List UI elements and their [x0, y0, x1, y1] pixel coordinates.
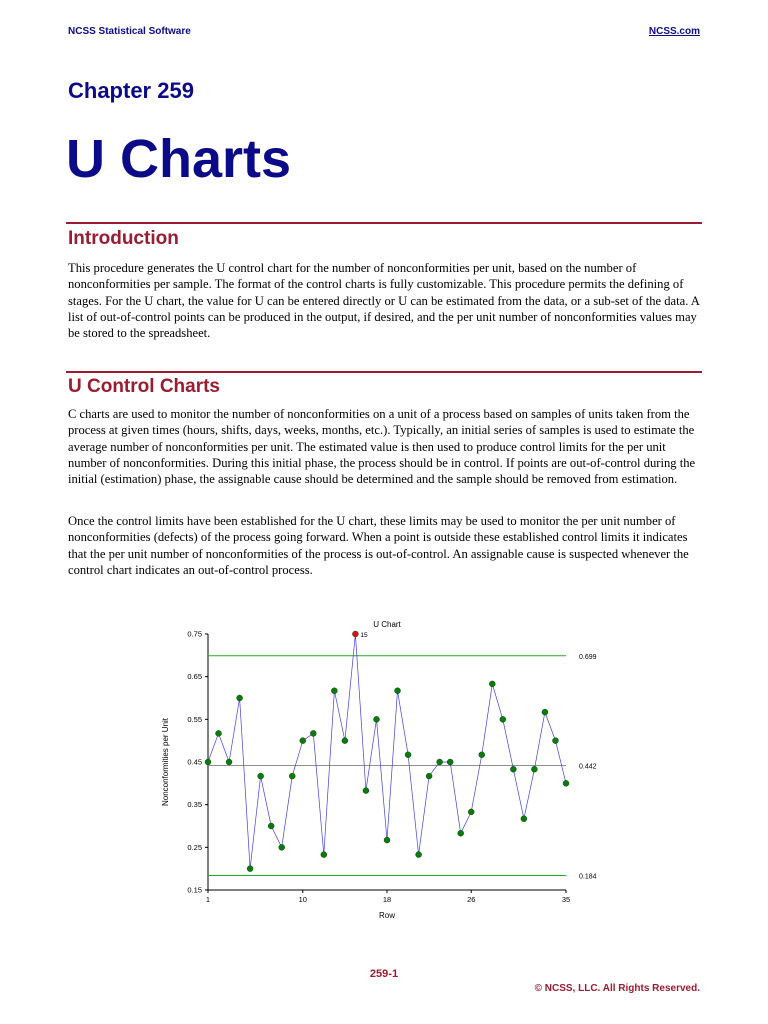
x-axis-label: Row [378, 911, 396, 920]
section-heading-u-control-charts: U Control Charts [68, 376, 220, 397]
data-point [531, 766, 537, 772]
chart-title: U Chart [373, 620, 401, 629]
data-point [310, 730, 316, 736]
x-tick-label: 1 [205, 895, 211, 904]
page-title: U Charts [66, 129, 292, 189]
data-point [205, 759, 211, 765]
y-tick-label: 0.15 [187, 885, 202, 895]
data-point [268, 823, 274, 829]
u-control-paragraph-1: C charts are used to monitor the number of nonconformities on a unit of a process based on samples of units taken from the process at given times (hours, shifts, days, weeks, months, etc.). Typically, an initial series of samples is used to estimate the average number of nonconformities per unit. The estimated value is then used to produce control limits for the per unit number of nonconformities. During this initial phase, the process should be in control. If points are out-of-control during the initial (estimation) phase, the assignable cause should be determined and the sample should be removed from estimation. [68, 407, 696, 487]
data-point [395, 688, 401, 694]
data-point [500, 716, 506, 722]
ucl-label: 0.699 [579, 653, 597, 661]
data-point [479, 752, 485, 758]
data-point [563, 780, 569, 786]
u-control-paragraph-2: Once the control limits have been established for the U chart, these limits may be used to monitor the per unit number of nonconformities (defects) of the process going forward. When a point is outside these established control limits it indicates that the per unit number of nonconformities of the process is out-of-control. An assignable cause is suspected whenever the control chart indicates an out-of-control process. [68, 514, 689, 577]
data-point [363, 788, 369, 794]
x-tick-label: 35 [561, 895, 571, 904]
data-point [258, 773, 264, 779]
data-point [342, 738, 348, 744]
data-point [289, 773, 295, 779]
data-point [437, 759, 443, 765]
data-point [426, 773, 432, 779]
y-tick-label: 0.55 [187, 714, 202, 724]
data-point [331, 688, 337, 694]
data-point [226, 759, 232, 765]
data-point [300, 738, 306, 744]
data-point [237, 695, 243, 701]
data-point [458, 830, 464, 836]
data-point [542, 709, 548, 715]
y-tick-label: 0.35 [187, 800, 202, 810]
section-heading-introduction: Introduction [68, 228, 179, 249]
chapter-number: Chapter 259 [68, 78, 194, 103]
data-point [510, 766, 516, 772]
series-line [208, 634, 566, 869]
section-divider [66, 222, 702, 224]
page-number: 259-1 [369, 968, 399, 980]
data-point [416, 852, 422, 858]
y-tick-label: 0.75 [187, 629, 202, 639]
u-chart [150, 612, 620, 928]
y-axis-label: Nonconformities per Unit [161, 717, 170, 807]
center-label: 0.442 [579, 763, 597, 771]
lcl-label: 0.184 [579, 873, 597, 881]
x-tick-label: 26 [467, 895, 476, 904]
data-point [468, 809, 474, 815]
data-point [321, 852, 327, 858]
y-tick-label: 0.45 [187, 757, 202, 767]
data-point [405, 752, 411, 758]
x-tick-label: 10 [298, 895, 307, 904]
out-of-control-point [352, 631, 358, 637]
data-point [489, 681, 495, 687]
out-of-control-label: 15 [360, 632, 368, 639]
header-software-name: NCSS Statistical Software [68, 26, 191, 37]
section-divider [66, 371, 702, 373]
y-tick-label: 0.25 [187, 842, 202, 852]
header-website-link[interactable]: NCSS.com [648, 26, 700, 37]
data-point [384, 837, 390, 843]
data-point [247, 866, 253, 872]
data-point [552, 738, 558, 744]
y-tick-label: 0.65 [187, 672, 202, 682]
x-tick-label: 18 [382, 895, 392, 904]
data-point [447, 759, 453, 765]
data-point [279, 844, 285, 850]
data-point [521, 816, 527, 822]
intro-paragraph: This procedure generates the U control chart for the number of nonconformities per unit, based on the number of nonconformities per sample. The format of the control charts is fully customizable. This procedure permits the defining of stages. For the U chart, the value for U can be entered directly or U can be estimated from the data, or a sub-set of the data. A list of out-of-control points can be produced in the output, if desired, and the per unit number of nonconformities values may be stored to the spreadsheet. [68, 261, 700, 341]
copyright-notice: © NCSS, LLC. All Rights Reserved. [534, 983, 700, 994]
data-point [373, 716, 379, 722]
data-point [216, 730, 222, 736]
